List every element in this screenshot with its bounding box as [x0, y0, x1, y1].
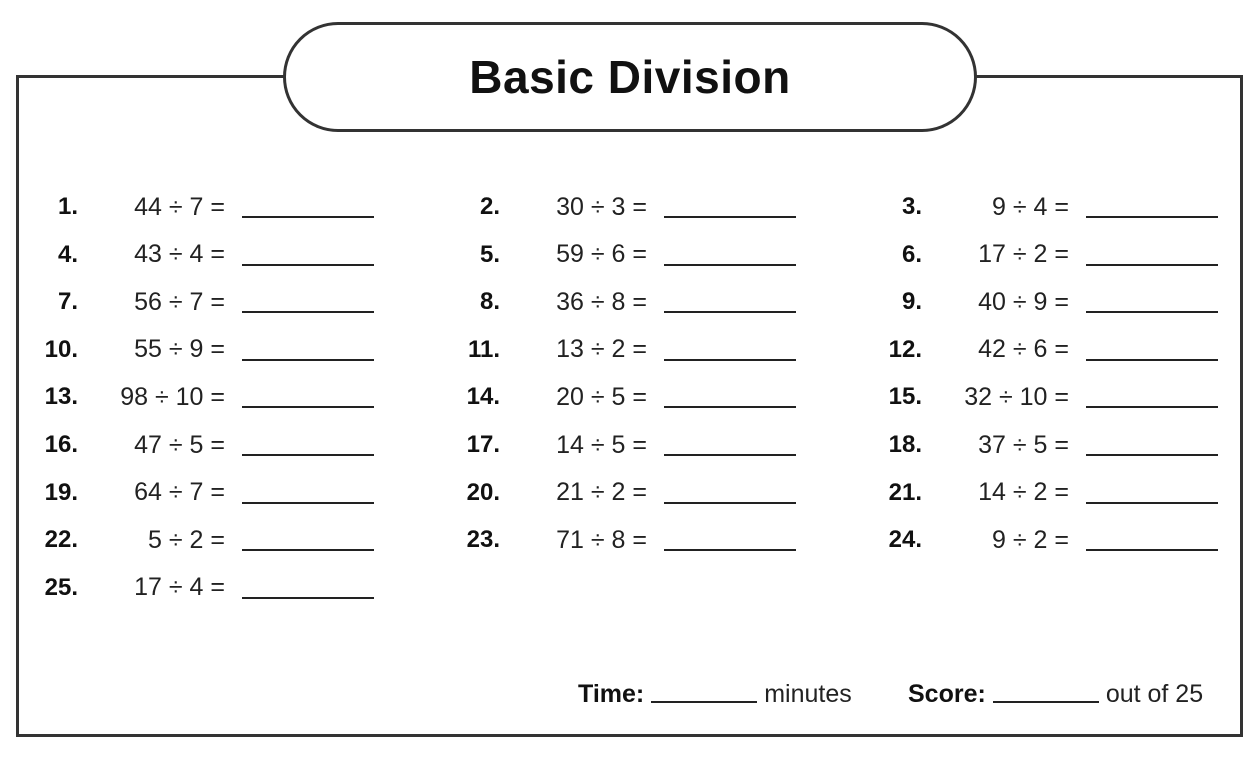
- problem-number: 5.: [479, 240, 500, 268]
- answer-blank[interactable]: [664, 406, 796, 408]
- problem-item: [844, 235, 1218, 275]
- problem-number: 13.: [44, 383, 78, 411]
- problem-number: 15.: [888, 383, 922, 411]
- answer-blank[interactable]: [664, 502, 796, 504]
- time-answer-blank[interactable]: [651, 701, 757, 703]
- problem-number: 2.: [479, 193, 500, 220]
- answer-blank[interactable]: [242, 549, 374, 551]
- score-label: Score:: [908, 679, 986, 708]
- time-label: Time:: [578, 679, 645, 708]
- answer-blank[interactable]: [242, 216, 374, 218]
- problem-item: [0, 235, 374, 275]
- problem-number: 7.: [57, 288, 78, 316]
- answer-blank[interactable]: [242, 597, 374, 599]
- problem-number: 10.: [44, 335, 78, 363]
- answer-blank[interactable]: [242, 264, 374, 266]
- problem-item: [844, 377, 1218, 417]
- score-field: [908, 674, 1203, 714]
- problem-expression: 20 ÷ 5 =: [556, 382, 647, 411]
- problem-number: 6.: [901, 240, 922, 268]
- problem-expression: 47 ÷ 5 =: [134, 430, 225, 459]
- answer-blank[interactable]: [664, 216, 796, 218]
- problem-item: [0, 377, 374, 417]
- problem-number: 11.: [467, 335, 500, 363]
- problem-expression: 14 ÷ 5 =: [556, 430, 647, 459]
- problem-number: 8.: [479, 288, 500, 316]
- problem-expression: 17 ÷ 4 =: [134, 573, 225, 602]
- problem-expression: 36 ÷ 8 =: [556, 287, 647, 316]
- problem-item: [0, 330, 374, 370]
- problem-number: 16.: [44, 431, 78, 458]
- problem-item: [844, 330, 1218, 370]
- problem-expression: 30 ÷ 3 =: [556, 192, 647, 221]
- score-answer-blank[interactable]: [993, 701, 1099, 703]
- problem-number: 4.: [57, 240, 78, 268]
- problem-number: 22.: [44, 526, 78, 554]
- worksheet-title: Basic Division: [469, 51, 791, 103]
- answer-blank[interactable]: [664, 311, 796, 313]
- problem-item: [422, 520, 796, 560]
- answer-blank[interactable]: [242, 311, 374, 313]
- problem-item: [844, 473, 1218, 513]
- answer-blank[interactable]: [1086, 311, 1218, 313]
- problem-number: 1.: [57, 193, 78, 220]
- answer-blank[interactable]: [664, 549, 796, 551]
- problem-number: 20.: [466, 478, 500, 506]
- problem-item: [0, 520, 374, 560]
- problem-number: 14.: [466, 383, 500, 411]
- time-unit: minutes: [764, 679, 852, 708]
- problem-item: [422, 282, 796, 322]
- problem-expression: 40 ÷ 9 =: [978, 287, 1069, 316]
- problem-item: [422, 425, 796, 465]
- problem-expression: 9 ÷ 2 =: [992, 525, 1069, 554]
- problem-expression: 64 ÷ 7 =: [134, 478, 225, 507]
- answer-blank[interactable]: [1086, 264, 1218, 266]
- problem-expression: 17 ÷ 2 =: [978, 240, 1069, 269]
- problem-item: [0, 187, 374, 227]
- answer-blank[interactable]: [1086, 502, 1218, 504]
- problem-item: [0, 282, 374, 322]
- answer-blank[interactable]: [1086, 549, 1218, 551]
- problem-number: 21.: [888, 478, 922, 506]
- problem-item: [844, 520, 1218, 560]
- problem-expression: 55 ÷ 9 =: [134, 335, 225, 364]
- problem-number: 12.: [888, 335, 922, 363]
- problem-expression: 43 ÷ 4 =: [134, 240, 225, 269]
- problem-item: [844, 187, 1218, 227]
- problem-item: [422, 330, 796, 370]
- problem-number: 3.: [901, 193, 922, 220]
- problem-item: [0, 425, 374, 465]
- problem-number: 17.: [466, 431, 500, 458]
- problem-number: 24.: [888, 526, 922, 554]
- problem-number: 18.: [888, 431, 922, 458]
- title-banner: [283, 22, 977, 132]
- problem-item: [0, 568, 374, 608]
- problem-expression: 14 ÷ 2 =: [978, 478, 1069, 507]
- problem-expression: 5 ÷ 2 =: [148, 525, 225, 554]
- problem-item: [422, 187, 796, 227]
- problem-expression: 42 ÷ 6 =: [978, 335, 1069, 364]
- problem-item: [422, 473, 796, 513]
- answer-blank[interactable]: [1086, 216, 1218, 218]
- answer-blank[interactable]: [242, 406, 374, 408]
- answer-blank[interactable]: [242, 502, 374, 504]
- problem-number: 23.: [466, 526, 500, 554]
- problem-item: [844, 282, 1218, 322]
- problem-expression: 44 ÷ 7 =: [134, 192, 225, 221]
- problem-item: [0, 473, 374, 513]
- problem-number: 25.: [44, 573, 78, 601]
- score-suffix: out of 25: [1105, 679, 1204, 708]
- problem-expression: 56 ÷ 7 =: [134, 287, 225, 316]
- problem-expression: 13 ÷ 2 =: [556, 335, 647, 364]
- answer-blank[interactable]: [242, 359, 374, 361]
- answer-blank[interactable]: [664, 264, 796, 266]
- answer-blank[interactable]: [242, 454, 374, 456]
- problem-expression: 98 ÷ 10 =: [120, 382, 225, 411]
- problem-item: [844, 425, 1218, 465]
- problem-expression: 21 ÷ 2 =: [556, 478, 647, 507]
- answer-blank[interactable]: [1086, 454, 1218, 456]
- problem-number: 19.: [44, 478, 78, 506]
- problem-item: [422, 235, 796, 275]
- problem-number: 9.: [901, 288, 922, 316]
- problem-expression: 37 ÷ 5 =: [978, 430, 1069, 459]
- time-field: [578, 674, 852, 714]
- problem-expression: 59 ÷ 6 =: [556, 240, 647, 269]
- answer-blank[interactable]: [1086, 406, 1218, 408]
- problem-expression: 9 ÷ 4 =: [992, 192, 1069, 221]
- problem-expression: 32 ÷ 10 =: [964, 382, 1069, 411]
- answer-blank[interactable]: [1086, 359, 1218, 361]
- problem-item: [422, 377, 796, 417]
- answer-blank[interactable]: [664, 359, 796, 361]
- answer-blank[interactable]: [664, 454, 796, 456]
- problem-expression: 71 ÷ 8 =: [556, 525, 647, 554]
